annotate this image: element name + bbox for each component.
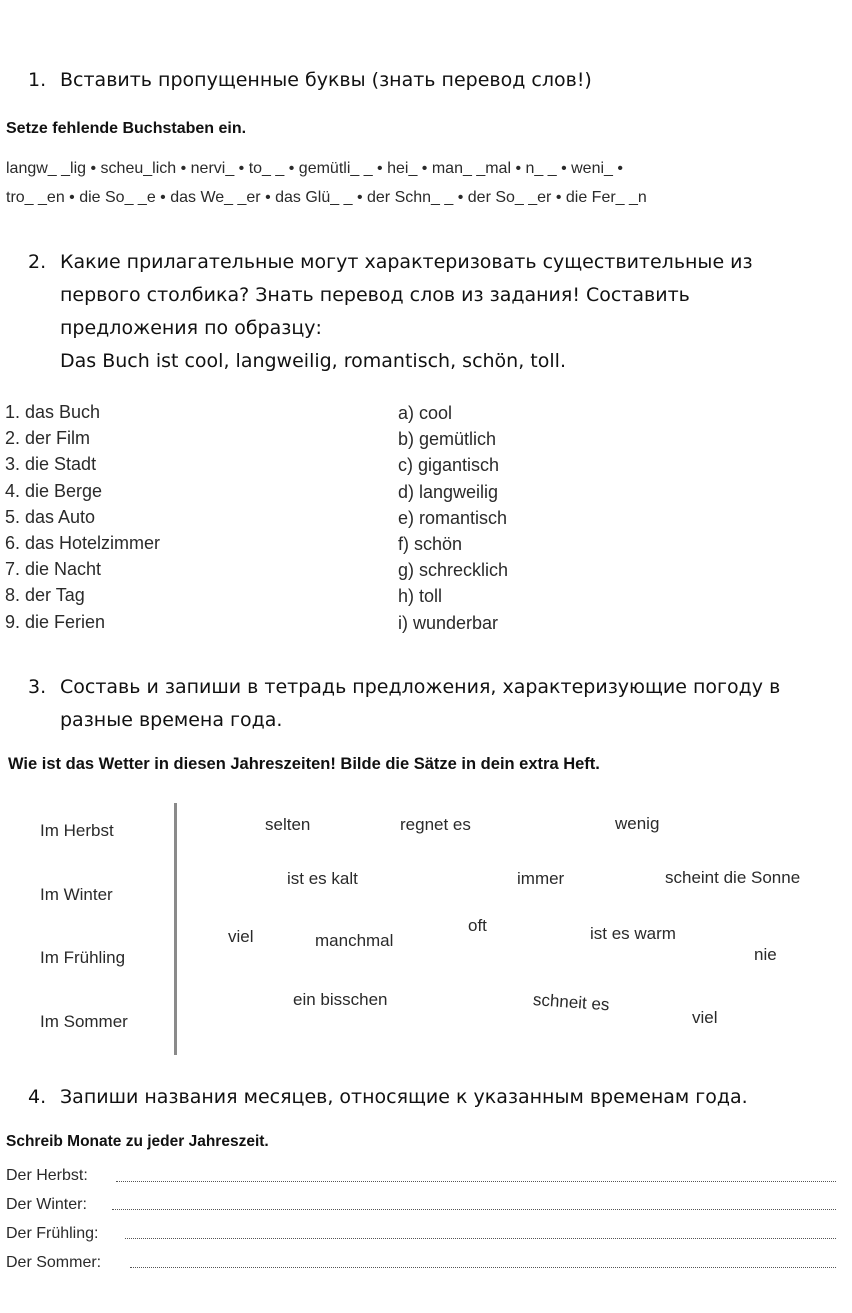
word-regnet-es: regnet es (400, 815, 471, 834)
noun-item: 8. der Tag (5, 585, 85, 606)
task1-line1: langw_ _lig • scheu_lich • nervi_ • to_ _ • gemütli_ _ • hei_ • man_ _mal • n_ _ • weni_ • (6, 160, 623, 177)
word-ein-bisschen: ein bisschen (293, 990, 388, 1009)
noun-item: 1. das Buch (5, 402, 101, 422)
task1-line2: tro_ _en • die So_ _e • das We_ _er • das Glü_ _ • der Schn_ _ • der So_ _er • die Fer_ _n (6, 189, 647, 206)
adjective-item: e) romantisch (398, 507, 508, 528)
task3-instruction-line1: Составь и запиши в тетрадь предложения, характеризующие погоду в (60, 676, 781, 698)
month-row-label-summer: Der Sommer: (6, 1254, 102, 1271)
season-autumn: Im Herbst (40, 821, 114, 840)
season-spring: Im Frühling (40, 948, 126, 967)
task2-instruction-line2: первого столбика? Знать перевод слов из задания! Составить (60, 284, 690, 306)
task1-instruction: Вставить пропущенные буквы (знать перевод слов!) (60, 69, 592, 91)
month-row-label-spring: Der Frühling: (6, 1225, 99, 1242)
word-selten: selten (265, 815, 311, 834)
task4-instruction: Запиши названия месяцев, относящие к указанным временам года. (60, 1086, 748, 1108)
month-row-answer-line (130, 1267, 836, 1268)
task2-adjective-list (398, 400, 508, 636)
month-row-label-winter: Der Winter: (6, 1196, 87, 1213)
adjective-item: b) gemütlich (398, 429, 497, 450)
task1-number: 1. (28, 69, 47, 91)
season-divider-line (174, 803, 177, 1055)
word-manchmal: manchmal (315, 931, 394, 950)
task2-number: 2. (28, 251, 47, 273)
task4-heading: Schreib Monate zu jeder Jahreszeit. (6, 1133, 269, 1150)
noun-item: 4. die Berge (5, 480, 103, 501)
noun-item: 3. die Stadt (5, 454, 97, 475)
noun-item: 9. die Ferien (5, 611, 106, 632)
word-scheint-die-sonne: scheint die Sonne (665, 868, 801, 887)
word-viel-2: viel (692, 1008, 718, 1027)
task2-instruction-line3: предложения по образцу: (60, 317, 322, 339)
task3-instruction-line2: разные времена года. (60, 709, 283, 731)
word-ist-es-warm: ist es warm (590, 924, 676, 943)
month-row-answer-line (125, 1238, 836, 1239)
task2-example-sentence: Das Buch ist cool, langweilig, romantisch, schön, toll. (60, 350, 566, 372)
noun-item: 6. das Hotelzimmer (5, 533, 161, 554)
month-row-answer-line (116, 1181, 836, 1182)
task2-instruction-line1: Какие прилагательные могут характеризовать существительные из (60, 251, 753, 273)
season-summer: Im Sommer (40, 1012, 128, 1031)
adjective-item: a) cool (398, 403, 453, 423)
adjective-item: c) gigantisch (398, 455, 500, 476)
word-oft: oft (468, 916, 487, 935)
word-schneit-es: schneit es (532, 990, 611, 1015)
task1-heading: Setze fehlende Buchstaben ein. (6, 120, 247, 137)
noun-item: 2. der Film (5, 428, 91, 449)
noun-item: 7. die Nacht (5, 559, 102, 580)
adjective-item: d) langweilig (398, 481, 499, 502)
adjective-item: g) schrecklich (398, 560, 509, 581)
month-row-answer-line (112, 1209, 836, 1210)
task2-noun-list (5, 399, 160, 635)
word-immer: immer (517, 869, 565, 888)
adjective-item: i) wunderbar (398, 612, 499, 633)
word-wenig: wenig (615, 814, 660, 833)
season-winter: Im Winter (40, 885, 113, 904)
month-row-label-autumn: Der Herbst: (6, 1167, 88, 1184)
adjective-item: h) toll (398, 586, 443, 607)
word-viel: viel (228, 927, 254, 946)
task3-heading: Wie ist das Wetter in diesen Jahreszeiten! Bilde die Sätze in dein extra Heft. (8, 755, 600, 773)
word-ist-es-kalt: ist es kalt (287, 869, 358, 888)
task3-number: 3. (28, 676, 47, 698)
word-nie: nie (754, 945, 777, 964)
task4-number: 4. (28, 1086, 47, 1108)
noun-item: 5. das Auto (5, 506, 96, 527)
adjective-item: f) schön (398, 534, 463, 555)
